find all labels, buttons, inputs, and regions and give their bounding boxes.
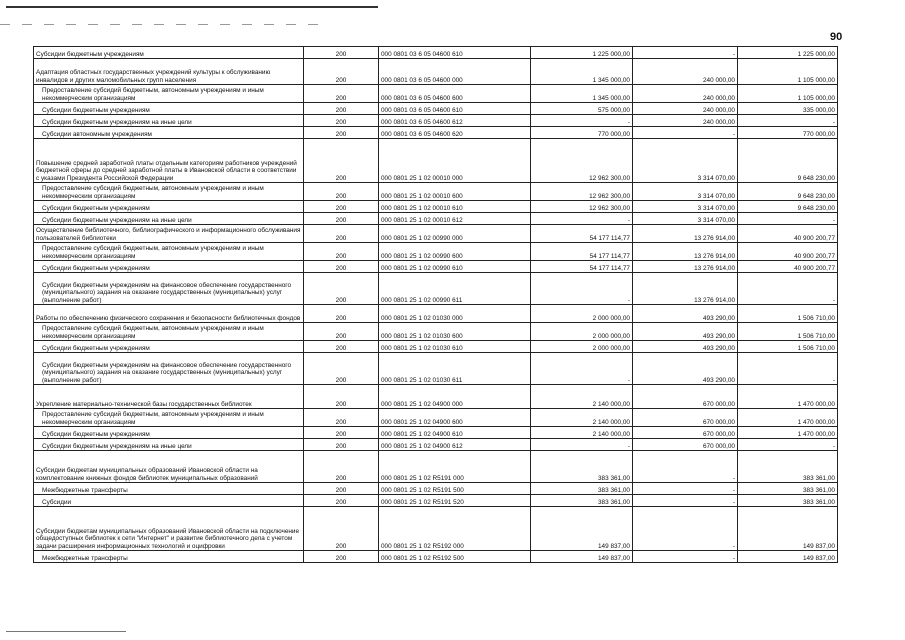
row-admin-code: 200	[304, 427, 379, 439]
row-approved-amount: 2 000 000,00	[531, 305, 633, 323]
row-change-amount: 493 290,00	[633, 305, 738, 323]
row-approved-amount: 575 000,00	[531, 103, 633, 115]
row-change-amount: 3 314 070,00	[633, 201, 738, 213]
row-classification-code: 000 0801 25 1 02 00010 610	[379, 201, 531, 213]
row-approved-amount: 54 177 114,77	[531, 261, 633, 273]
row-change-amount: 670 000,00	[633, 427, 738, 439]
row-final-amount: 1 105 000,00	[738, 85, 838, 103]
row-name: Субсидии бюджетам муниципальных образований Ивановской области на подключение общедоступных библиотек к сети "Интернет" и развитие библиотечного дела с учетом задачи расширения информационных технологий и оцифровки	[34, 507, 304, 551]
row-classification-code: 000 0801 25 1 02 00010 612	[379, 213, 531, 225]
row-approved-amount: 2 000 000,00	[531, 341, 633, 353]
table-row	[34, 353, 838, 385]
row-approved-amount: 54 177 114,77	[531, 225, 633, 243]
scan-edge-bottom	[6, 631, 126, 632]
row-approved-amount: -	[531, 273, 633, 305]
row-approved-amount: 2 140 000,00	[531, 385, 633, 409]
table-row	[34, 225, 838, 243]
table-row	[34, 385, 838, 409]
row-change-amount: 493 290,00	[633, 323, 738, 341]
row-name: Субсидии	[34, 495, 304, 507]
row-classification-code: 000 0801 25 1 02 00990 610	[379, 261, 531, 273]
row-name: Субсидии бюджетным учреждениям	[34, 341, 304, 353]
row-classification-code: 000 0801 03 6 05 04600 610	[379, 47, 531, 59]
table-row	[34, 305, 838, 323]
row-name: Укрепление материально-технической базы государственных библиотек	[34, 385, 304, 409]
table-row	[34, 427, 838, 439]
table-row	[34, 483, 838, 495]
table-row	[34, 495, 838, 507]
row-admin-code: 200	[304, 353, 379, 385]
row-name: Субсидии бюджетным учреждениям на иные цели	[34, 213, 304, 225]
row-admin-code: 200	[304, 483, 379, 495]
row-change-amount: -	[633, 127, 738, 139]
row-change-amount: 240 000,00	[633, 103, 738, 115]
row-classification-code: 000 0801 25 1 02 01030 000	[379, 305, 531, 323]
row-admin-code: 200	[304, 495, 379, 507]
row-admin-code: 200	[304, 183, 379, 201]
row-classification-code: 000 0801 25 1 02 00010 600	[379, 183, 531, 201]
row-admin-code: 200	[304, 59, 379, 85]
row-approved-amount: 149 837,00	[531, 551, 633, 563]
row-final-amount: 40 900 200,77	[738, 261, 838, 273]
row-change-amount: -	[633, 451, 738, 483]
row-admin-code: 200	[304, 323, 379, 341]
row-final-amount: 1 470 000,00	[738, 385, 838, 409]
row-admin-code: 200	[304, 225, 379, 243]
row-name: Субсидии бюджетным учреждениям на финансовое обеспечение государственного (муниципального) задания на оказание государственных (муниципальных) услуг (выполнение работ)	[34, 273, 304, 305]
row-name: Субсидии бюджетным учреждениям	[34, 427, 304, 439]
row-final-amount: 1 105 000,00	[738, 59, 838, 85]
row-admin-code: 200	[304, 103, 379, 115]
row-change-amount: 670 000,00	[633, 409, 738, 427]
row-final-amount: -	[738, 439, 838, 451]
table-row	[34, 323, 838, 341]
row-final-amount: -	[738, 213, 838, 225]
row-change-amount: 13 276 914,00	[633, 261, 738, 273]
row-admin-code: 200	[304, 305, 379, 323]
row-name: Предоставление субсидий бюджетным, автономным учреждениям и иным некоммерческим организациям	[34, 323, 304, 341]
row-approved-amount: 12 962 300,00	[531, 201, 633, 213]
row-final-amount: 383 361,00	[738, 451, 838, 483]
row-admin-code: 200	[304, 139, 379, 183]
row-name: Межбюджетные трансферты	[34, 551, 304, 563]
row-approved-amount: 2 000 000,00	[531, 323, 633, 341]
row-final-amount: 40 900 200,77	[738, 243, 838, 261]
row-approved-amount: 12 962 300,00	[531, 183, 633, 201]
row-classification-code: 000 0801 25 1 02 04900 612	[379, 439, 531, 451]
row-final-amount: 9 648 230,00	[738, 139, 838, 183]
row-classification-code: 000 0801 25 1 02 00990 600	[379, 243, 531, 261]
row-approved-amount: 383 361,00	[531, 483, 633, 495]
row-final-amount: 383 361,00	[738, 483, 838, 495]
row-approved-amount: 1 225 000,00	[531, 47, 633, 59]
row-name: Предоставление субсидий бюджетным, автономным учреждениям и иным некоммерческим организациям	[34, 243, 304, 261]
row-approved-amount: -	[531, 353, 633, 385]
table-row	[34, 85, 838, 103]
table-row	[34, 451, 838, 483]
row-name: Субсидии бюджетным учреждениям на иные цели	[34, 439, 304, 451]
row-approved-amount: 383 361,00	[531, 495, 633, 507]
row-final-amount: 9 648 230,00	[738, 183, 838, 201]
row-name: Субсидии автономным учреждениям	[34, 127, 304, 139]
table-row	[34, 139, 838, 183]
table-row	[34, 341, 838, 353]
row-classification-code: 000 0801 25 1 02 00010 000	[379, 139, 531, 183]
row-change-amount: 3 314 070,00	[633, 213, 738, 225]
row-approved-amount: 54 177 114,77	[531, 243, 633, 261]
table-row	[34, 47, 838, 59]
row-classification-code: 000 0801 25 1 02 R5191 520	[379, 495, 531, 507]
row-admin-code: 200	[304, 127, 379, 139]
row-name: Предоставление субсидий бюджетным, автономным учреждениям и иным некоммерческим организациям	[34, 409, 304, 427]
row-final-amount: 1 506 710,00	[738, 341, 838, 353]
row-classification-code: 000 0801 25 1 02 R5191 500	[379, 483, 531, 495]
row-final-amount: 1 470 000,00	[738, 427, 838, 439]
table-row	[34, 507, 838, 551]
row-final-amount: 149 837,00	[738, 507, 838, 551]
scan-edge-top	[6, 6, 378, 8]
row-name: Субсидии бюджетным учреждениям на финансовое обеспечение государственного (муниципального) задания на оказание государственных (муниципальных) услуг (выполнение работ)	[34, 353, 304, 385]
row-approved-amount: -	[531, 213, 633, 225]
row-change-amount: 240 000,00	[633, 85, 738, 103]
table-row	[34, 273, 838, 305]
row-final-amount: 770 000,00	[738, 127, 838, 139]
table-row	[34, 409, 838, 427]
table-row	[34, 243, 838, 261]
row-admin-code: 200	[304, 341, 379, 353]
row-name: Адаптация областных государственных учреждений культуры к обслуживанию инвалидов и других маломобильных групп населения	[34, 59, 304, 85]
row-change-amount: 3 314 070,00	[633, 139, 738, 183]
row-final-amount: 9 648 230,00	[738, 201, 838, 213]
row-classification-code: 000 0801 25 1 02 01030 610	[379, 341, 531, 353]
row-admin-code: 200	[304, 551, 379, 563]
row-final-amount: 40 900 200,77	[738, 225, 838, 243]
scan-edge-dashed	[0, 24, 330, 25]
row-classification-code: 000 0801 03 6 05 04600 620	[379, 127, 531, 139]
row-approved-amount: -	[531, 439, 633, 451]
row-name: Субсидии бюджетным учреждениям	[34, 103, 304, 115]
row-approved-amount: 1 345 000,00	[531, 59, 633, 85]
row-change-amount: 493 290,00	[633, 353, 738, 385]
row-classification-code: 000 0801 25 1 02 04900 600	[379, 409, 531, 427]
row-classification-code: 000 0801 25 1 02 01030 611	[379, 353, 531, 385]
row-change-amount: 670 000,00	[633, 439, 738, 451]
row-classification-code: 000 0801 03 6 05 04600 000	[379, 59, 531, 85]
table-row	[34, 183, 838, 201]
row-change-amount: -	[633, 483, 738, 495]
row-name: Предоставление субсидий бюджетным, автономным учреждениям и иным некоммерческим организациям	[34, 85, 304, 103]
row-classification-code: 000 0801 25 1 02 04900 000	[379, 385, 531, 409]
row-change-amount: -	[633, 507, 738, 551]
row-admin-code: 200	[304, 451, 379, 483]
row-name: Субсидии бюджетным учреждениям	[34, 201, 304, 213]
row-classification-code: 000 0801 25 1 02 R5191 000	[379, 451, 531, 483]
row-final-amount: -	[738, 115, 838, 127]
table-row	[34, 551, 838, 563]
row-approved-amount: 383 361,00	[531, 451, 633, 483]
row-approved-amount: 2 140 000,00	[531, 409, 633, 427]
page-number: 90	[830, 31, 843, 43]
table-row	[34, 201, 838, 213]
row-final-amount: 1 470 000,00	[738, 409, 838, 427]
row-final-amount: -	[738, 273, 838, 305]
row-change-amount: -	[633, 551, 738, 563]
row-admin-code: 200	[304, 213, 379, 225]
table-row	[34, 115, 838, 127]
table-row	[34, 103, 838, 115]
row-final-amount: 149 837,00	[738, 551, 838, 563]
row-name: Субсидии бюджетным учреждениям	[34, 47, 304, 59]
row-name: Повышение средней заработной платы отдельным категориям работников учреждений бюджетной сферы до средней заработной платы в Ивановской области в соответствии с указами Президента Российской Федерации	[34, 139, 304, 183]
row-classification-code: 000 0801 25 1 02 00990 000	[379, 225, 531, 243]
row-classification-code: 000 0801 25 1 02 04900 610	[379, 427, 531, 439]
table-row	[34, 439, 838, 451]
row-admin-code: 200	[304, 243, 379, 261]
table-row	[34, 213, 838, 225]
row-classification-code: 000 0801 03 6 05 04600 600	[379, 85, 531, 103]
row-name: Субсидии бюджетным учреждениям на иные цели	[34, 115, 304, 127]
row-admin-code: 200	[304, 115, 379, 127]
row-classification-code: 000 0801 25 1 02 01030 600	[379, 323, 531, 341]
row-approved-amount: 770 000,00	[531, 127, 633, 139]
row-approved-amount: 12 962 300,00	[531, 139, 633, 183]
row-approved-amount: 1 345 000,00	[531, 85, 633, 103]
row-final-amount: 335 000,00	[738, 103, 838, 115]
row-admin-code: 200	[304, 439, 379, 451]
row-name: Предоставление субсидий бюджетным, автономным учреждениям и иным некоммерческим организациям	[34, 183, 304, 201]
row-change-amount: 670 000,00	[633, 385, 738, 409]
budget-table	[33, 46, 838, 563]
row-admin-code: 200	[304, 385, 379, 409]
row-change-amount: 3 314 070,00	[633, 183, 738, 201]
table-row	[34, 261, 838, 273]
row-final-amount: -	[738, 353, 838, 385]
row-change-amount: -	[633, 495, 738, 507]
row-name: Субсидии бюджетам муниципальных образований Ивановской области на комплектование книжных фондов библиотек муниципальных образований	[34, 451, 304, 483]
table-row	[34, 59, 838, 85]
row-admin-code: 200	[304, 409, 379, 427]
row-change-amount: 13 276 914,00	[633, 225, 738, 243]
row-change-amount: -	[633, 47, 738, 59]
table-row	[34, 127, 838, 139]
row-change-amount: 240 000,00	[633, 59, 738, 85]
row-final-amount: 1 506 710,00	[738, 323, 838, 341]
row-admin-code: 200	[304, 507, 379, 551]
row-name: Работы по обеспечению физического сохранения и безопасности библиотечных фондов	[34, 305, 304, 323]
row-admin-code: 200	[304, 201, 379, 213]
row-admin-code: 200	[304, 273, 379, 305]
row-classification-code: 000 0801 25 1 02 R5192 000	[379, 507, 531, 551]
row-change-amount: 240 000,00	[633, 115, 738, 127]
row-classification-code: 000 0801 03 6 05 04600 610	[379, 103, 531, 115]
row-name: Осуществление библиотечного, библиографического и информационного обслуживания пользователей библиотеки	[34, 225, 304, 243]
row-classification-code: 000 0801 03 6 05 04600 612	[379, 115, 531, 127]
row-name: Субсидии бюджетным учреждениям	[34, 261, 304, 273]
row-admin-code: 200	[304, 47, 379, 59]
row-final-amount: 383 361,00	[738, 495, 838, 507]
row-change-amount: 13 276 914,00	[633, 273, 738, 305]
row-classification-code: 000 0801 25 1 02 R5192 500	[379, 551, 531, 563]
row-approved-amount: 149 837,00	[531, 507, 633, 551]
row-admin-code: 200	[304, 85, 379, 103]
row-change-amount: 13 276 914,00	[633, 243, 738, 261]
row-admin-code: 200	[304, 261, 379, 273]
budget-table-body	[34, 47, 838, 563]
row-approved-amount: -	[531, 115, 633, 127]
row-classification-code: 000 0801 25 1 02 00990 611	[379, 273, 531, 305]
row-approved-amount: 2 140 000,00	[531, 427, 633, 439]
row-final-amount: 1 506 710,00	[738, 305, 838, 323]
row-final-amount: 1 225 000,00	[738, 47, 838, 59]
row-name: Межбюджетные трансферты	[34, 483, 304, 495]
row-change-amount: 493 290,00	[633, 341, 738, 353]
